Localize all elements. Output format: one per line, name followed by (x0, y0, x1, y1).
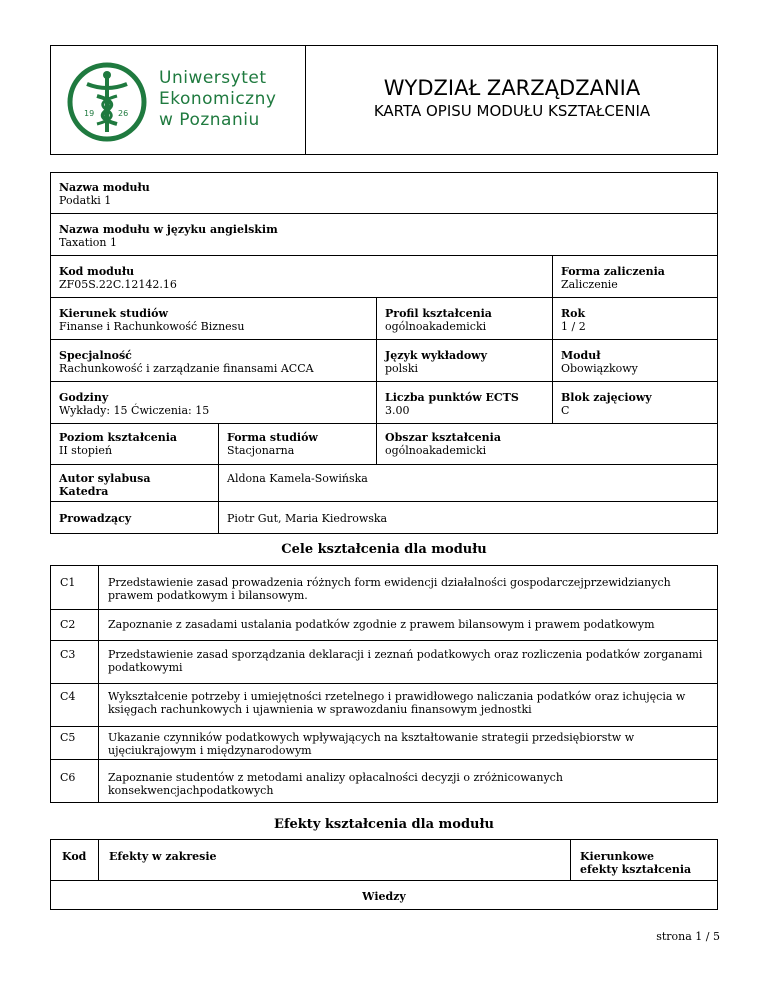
department-label: Katedra (59, 485, 109, 498)
goal-text: Zapoznanie studentów z metodami analizy opłacalności decyzji o zróżnicowanych konsekwencjachpodatkowych (108, 771, 563, 797)
effects-group-knowledge: Wiedzy (362, 890, 406, 903)
page-number: strona 1 / 5 (656, 930, 720, 943)
language-value: polski (385, 362, 419, 375)
header-box (50, 45, 718, 155)
hours-label: Godziny (59, 391, 109, 404)
card-subtitle: KARTA OPISU MODUŁU KSZTAŁCENIA (373, 102, 651, 120)
module-type-label: Moduł (561, 349, 601, 362)
specialty-label: Specjalność (59, 349, 132, 362)
goal-code: C5 (60, 731, 76, 744)
education-level-value: II stopień (59, 444, 113, 457)
education-level-label: Poziom kształcenia (59, 431, 178, 444)
logo-year-left: 19 (84, 109, 95, 118)
hours-value: Wykłady: 15 Ćwiczenia: 15 (59, 404, 210, 417)
university-name-line-2: Ekonomiczny (159, 89, 277, 109)
module-name-en-value: Taxation 1 (59, 236, 117, 249)
education-profile-label: Profil kształcenia (385, 307, 492, 320)
module-name-en-label: Nazwa modułu w języku angielskim (59, 223, 278, 236)
module-code-value: ZF05S.22C.12142.16 (59, 278, 177, 291)
university-name-line-1: Uniwersytet (159, 68, 267, 88)
module-code-label: Kod modułu (59, 265, 135, 278)
effects-col-directional-2: efekty kształcenia (580, 863, 692, 876)
specialty-value: Rachunkowość i zarządzanie finansami ACCA (59, 362, 314, 375)
education-profile-value: ogólnoakademicki (385, 320, 487, 333)
ects-value: 3.00 (385, 404, 410, 417)
university-name-line-3: w Poznaniu (159, 110, 260, 130)
goal-text: Ukazanie czynników podatkowych wpływających na kształtowanie strategii przedsiębiorstw w ujęciukrajowym i międzynarodowym (108, 731, 635, 757)
goal-text: Wykształcenie potrzeby i umiejętności rzetelnego i prawidłowego naliczania podatków oraz ichujęcia w księgach rachunkowych i ujawnienia w sprawozdaniu finansowym jednostki (108, 690, 686, 716)
goal-text: Przedstawienie zasad prowadzenia różnych form ewidencji działalności gospodarczejprzewidzianych prawem podatkowym i bilansowym. (108, 576, 671, 602)
effects-col-code: Kod (62, 850, 87, 863)
university-logo (67, 62, 297, 142)
effects-table (50, 839, 718, 910)
year-value: 1 / 2 (561, 320, 586, 333)
goal-code: C2 (60, 618, 76, 631)
syllabus-author-label: Autor sylabusa (59, 472, 151, 485)
year-label: Rok (561, 307, 586, 320)
effects-section-title: Efekty kształcenia dla modułu (274, 817, 494, 832)
course-block-value: C (561, 404, 570, 417)
logo-year-right: 26 (118, 109, 129, 118)
assessment-form-value: Zaliczenie (561, 278, 618, 291)
goal-code: C1 (60, 576, 76, 589)
goal-text: Przedstawienie zasad sporządzania deklaracji i zeznań podatkowych oraz rozliczenia podatków zorganami podatkowymi (108, 648, 703, 674)
field-of-study-value: Finanse i Rachunkowość Biznesu (59, 320, 245, 333)
field-of-study-label: Kierunek studiów (59, 307, 168, 320)
goal-code: C3 (60, 648, 76, 661)
education-area-label: Obszar kształcenia (385, 431, 501, 444)
module-info-table (50, 172, 718, 534)
course-block-label: Blok zajęciowy (561, 391, 652, 404)
goal-text: Zapoznanie z zasadami ustalania podatków zgodnie z prawem bilansowym i prawem podatkowym (108, 618, 655, 631)
goal-code: C6 (60, 771, 76, 784)
assessment-form-label: Forma zaliczenia (561, 265, 665, 278)
study-form-value: Stacjonarna (227, 444, 295, 457)
lecturers-value: Piotr Gut, Maria Kiedrowska (227, 512, 388, 525)
module-name-label: Nazwa modułu (59, 181, 150, 194)
goal-code: C4 (60, 690, 76, 703)
ects-label: Liczba punktów ECTS (385, 391, 519, 404)
faculty-title: WYDZIAŁ ZARZĄDZANIA (383, 76, 641, 100)
education-area-value: ogólnoakademicki (385, 444, 487, 457)
lecturers-label: Prowadzący (59, 512, 132, 525)
caduceus-logo-icon (67, 62, 147, 142)
language-label: Język wykładowy (385, 349, 488, 362)
study-form-label: Forma studiów (227, 431, 318, 444)
effects-col-directional-1: Kierunkowe (580, 850, 654, 863)
syllabus-author-value: Aldona Kamela-Sowińska (227, 472, 368, 485)
module-name-value: Podatki 1 (59, 194, 112, 207)
effects-col-scope: Efekty w zakresie (109, 850, 217, 863)
goals-section-title: Cele kształcenia dla modułu (281, 542, 487, 557)
module-type-value: Obowiązkowy (561, 362, 638, 375)
